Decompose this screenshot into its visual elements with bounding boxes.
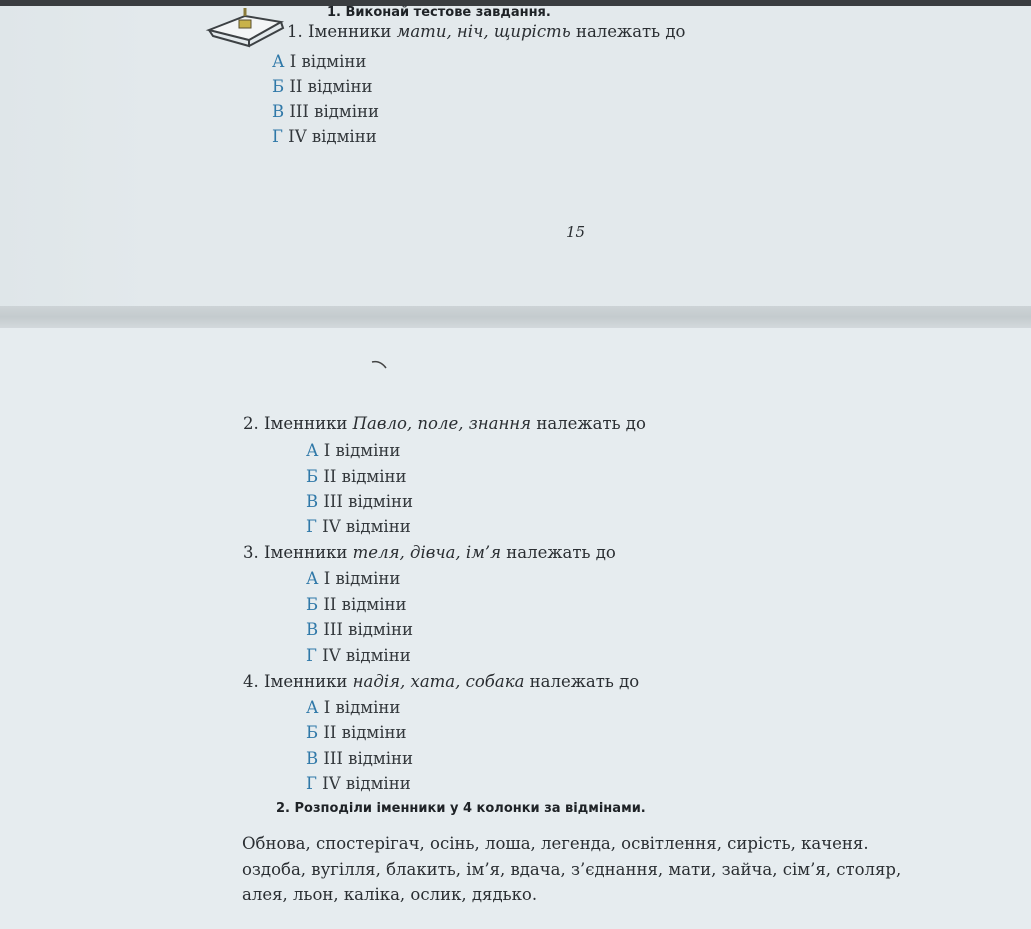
q4-option-d: Г ІV відміни xyxy=(306,774,411,793)
q3-option-d: Г ІV відміни xyxy=(306,646,411,665)
q4-option-b: Б ІІ відміни xyxy=(306,723,407,742)
q4-option-a: А І відміни xyxy=(306,698,401,717)
q2-option-c: В ІІІ відміни xyxy=(306,492,414,511)
open-book-icon xyxy=(205,6,285,48)
pen-mark xyxy=(370,358,390,370)
q3-option-c: В ІІІ відміни xyxy=(306,620,414,639)
task2-title: 2. Розподіли іменники у 4 колонки за відмінами. xyxy=(276,801,646,816)
page-top xyxy=(0,6,1031,306)
q2-option-b: Б ІІ відміни xyxy=(306,467,407,486)
q4-option-c: В ІІІ відміни xyxy=(306,749,414,768)
task2-word-list: Обнова, спостерігач, осінь, лоша, легенда, освітлення, сирість, каченя. оздоба, вугілля, блакить, ім’я, вдача, з’єднання, мати, зайча, сім’я, столяр, алея, льон, каліка, ослик, дядько. xyxy=(242,834,902,904)
question-1: 1. Іменники мати, ніч, щирість належать до xyxy=(287,22,686,41)
q2-option-a: А І відміни xyxy=(306,441,401,460)
q1-option-c: В ІІІ відміни xyxy=(272,102,380,121)
q1-option-a: А І відміни xyxy=(272,52,367,71)
q1-option-d: Г ІV відміни xyxy=(272,127,377,146)
question-2: 2. Іменники Павло, поле, знання належать до xyxy=(243,414,646,433)
question-4: 4. Іменники надія, хата, собака належать до xyxy=(243,672,640,691)
q3-option-a: А І відміни xyxy=(306,569,401,588)
q1-option-b: Б ІІ відміни xyxy=(272,77,373,96)
q3-option-b: Б ІІ відміни xyxy=(306,595,407,614)
task-title: 1. Виконай тестове завдання. xyxy=(327,5,551,20)
page-gap xyxy=(0,306,1031,328)
page-number: 15 xyxy=(566,223,586,241)
question-3: 3. Іменники теля, дівча, ім’я належать до xyxy=(243,543,616,562)
q2-option-d: Г ІV відміни xyxy=(306,517,411,536)
